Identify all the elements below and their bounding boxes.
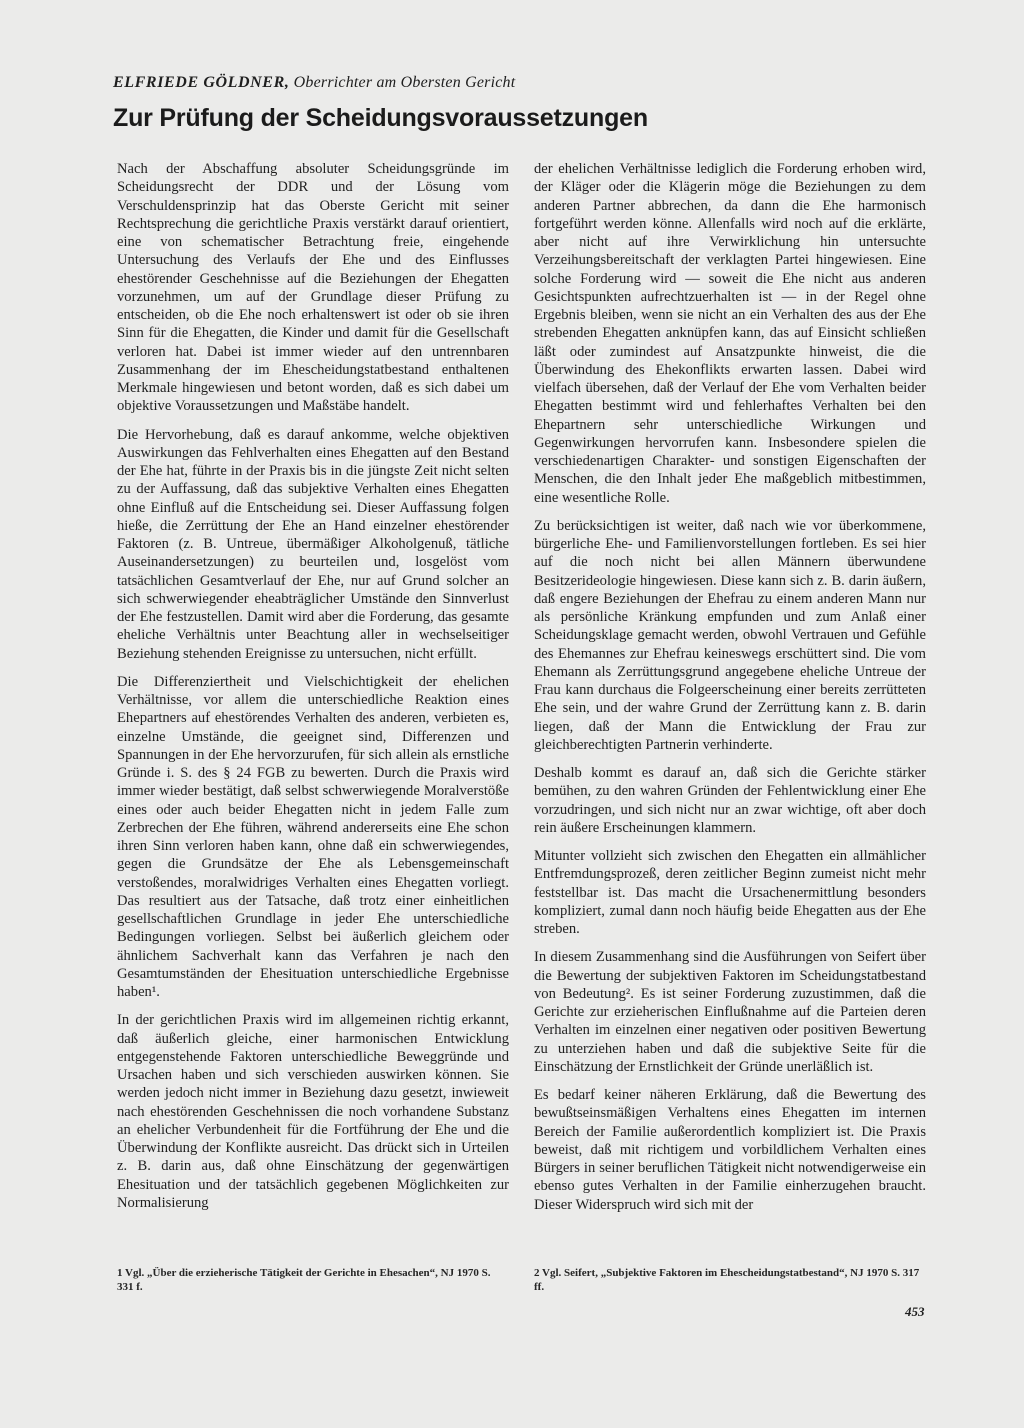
footnote-1: 1 Vgl. „Über die erzieherische Tätigkeit der Gerichte in Ehesachen“, NJ 1970 S. 331 f.	[117, 1267, 491, 1293]
page-number: 453	[905, 1304, 925, 1319]
paragraph: Die Differenziertheit und Vielschichtigkeit der ehelichen Verhältnisse, vor allem die unterschiedliche Reaktion eines Ehepartners auf ehestörendes Verhalten des anderen, verbieten es, einzelne Umstände, die geeignet sind, Differenzen und Spannungen in der Ehe hervorzurufen, für sich allein als ernstliche Gründe i. S. des § 24 FGB zu bewerten. Durch die Praxis wird immer wieder bestätigt, daß selbst schwerwiegende Moralverstöße eines oder auch beider Ehegatten nicht in jedem Falle zum Zerbrechen der Ehe führen, während andererseits eine Ehe schon ihren Sinn verloren haben kann, ohne daß ein schwerwiegendes, gegen die Grundsätze der Ehe als Lebensgemeinschaft verstoßendes, moralwidriges Verhalten eines Ehegatten vorliegt. Das resultiert aus der Tatsache, daß trotz einer einheitlichen gesellschaftlichen Grundlage in jeder Ehe unterschiedliche Bedingungen vorliegen. Selbst bei äußerlich gleichem oder ähnlichem Sachverhalt kann das Verfahren je nach den Gesamtumständen der Ehesituation unterschiedliche Ergebnisse haben¹.	[117, 673, 509, 1000]
paragraph: Es bedarf keiner näheren Erklärung, daß die Bewertung des bewußtseinsmäßigen Verhaltens eines Ehegatten im internen Bereich der Familie außerordentlich kompliziert ist. Die Praxis beweist, daß mit richtigem und vorbildlichem Verhalten eines Bürgers in seiner beruflichen Tätigkeit nicht notwendigerweise ein ebenso gutes Verhalten in der Familie einherzugehen braucht. Dieser Widerspruch wird sich mit der	[534, 1087, 926, 1213]
right-column	[534, 160, 926, 1224]
paragraph: der ehelichen Verhältnisse lediglich die Forderung erhoben wird, der Kläger oder die Klägerin möge die Beziehungen zu dem anderen Partner abbrechen, da dann die Ehe harmonisch fortgeführt werden könne. Allenfalls wird noch auf die erklärte, aber nicht auf ihre Verwirklichung hin untersuchte Verzeihungsbereitschaft der verklagten Partei hingewiesen. Eine solche Forderung wird — soweit die Ehe nicht aus anderen Gesichtspunkten aufrechtzuerhalten ist — in der Regel ohne Ergebnis bleiben, wenn sie nicht an ein Verhalten des aus der Ehe strebenden Ehegatten anknüpfen kann, das auf Einsicht schließen läßt oder zumindest auf Ansatzpunkte hinweist, die die Überwindung des Ehekonflikts erwarten lassen. Dabei wird vielfach übersehen, daß der Verlauf der Ehe vom Verhalten beider Ehegatten bestimmt wird und fehlerhaftes Verhalten bei den Ehepartnern sehr unterschiedliche Wirkungen und Gegenwirkungen hervorrufen kann. Insbesondere spielen die verschiedenartigen Charakter- und sonstigen Eigenschaften der Menschen, die den Inhalt jeder Ehe maßgeblich mitbestimmen, eine wesentliche Rolle.	[534, 161, 926, 506]
author-role: Oberrichter am Obersten Gericht	[293, 74, 516, 91]
paragraph: Die Hervorhebung, daß es darauf ankomme, welche objektiven Auswirkungen das Fehlverhalten eines Ehegatten auf den Bestand der Ehe hat, führte in der Praxis bis in die jüngste Zeit nicht selten zu der Auffassung, daß das subjektive Verhalten eines Ehegatten ohne Einfluß auf die Entscheidung sei. Dieser Auffassung folgen hieße, die Zerrüttung der Ehe an Hand einzelner ehestörender Faktoren (z. B. Untreue, übermäßiger Alkoholgenuß, tätliche Auseinandersetzungen) zu beurteilen und, losgelöst vom tatsächlichen Gesamtverlauf der Ehe, nur auf Grund solcher an sich schwerwiegender eheabträglicher Umstände den Sinnverlust der Ehe festzustellen. Damit wird aber die Forderung, das gesamte eheliche Verhältnis unter Beachtung aller in wechselseitiger Beziehung stehenden Ereignisse zu untersuchen, nicht erfüllt.	[117, 426, 509, 662]
paragraph: In diesem Zusammenhang sind die Ausführungen von Seifert über die Bewertung der subjektiven Faktoren im Scheidungstatbestand von Bedeutung². Es ist seiner Forderung zuzustimmen, daß die Gerichte zur erzieherischen Einflußnahme auf die Parteien deren Verhalten im einzelnen einer negativen oder positiven Bewertung zu unterziehen haben und daß die subjektive Seite für die Einschätzung der Ernstlichkeit der Gründe unerläßlich ist.	[534, 949, 926, 1075]
paragraph: Zu berücksichtigen ist weiter, daß nach wie vor überkommene, bürgerliche Ehe- und Familienvorstellungen fortleben. Es sei hier auf die noch nicht bei allen Männern überwundene Besitzerideologie hingewiesen. Diese kann sich z. B. darin äußern, daß engere Beziehungen der Ehefrau zu einem anderen Mann nur als persönliche Kränkung empfunden und zum Anlaß einer Scheidungsklage gemacht werden, obwohl Vertrauen und Gefühle des Ehemannes zur Ehefrau keineswegs erschüttert sind. Die vom Ehemann als Zerrüttungsgrund angegebene eheliche Untreue der Frau kann durchaus die Folgeerscheinung einer bereits zerrütteten Ehe sein, und der wahre Grund der Zerrüttung kann z. B. darin liegen, daß der Mann die Entwicklung der Frau zur gleichberechtigten Partnerin verhinderte.	[534, 517, 926, 753]
paragraph: Mitunter vollzieht sich zwischen den Ehegatten ein allmählicher Entfremdungsprozeß, deren zeitlicher Beginn zumeist nicht mehr feststellbar ist. Das macht die Ursachenermittlung besonders kompliziert, zumal dann noch häufig beide Ehegatten aus der Ehe streben.	[534, 848, 926, 937]
article-title: Zur Prüfung der Scheidungsvoraussetzungen	[113, 104, 648, 132]
paragraph: In der gerichtlichen Praxis wird im allgemeinen richtig erkannt, daß äußerlich gleiche, einer harmonischen Entwicklung entgegenstehende Faktoren unterschiedliche Beweggründe und Ursachen haben und sich verschieden auswirken können. Sie werden jedoch nicht immer in Beziehung dazu gesetzt, inwieweit nach ehestörenden Geschehnissen die noch vorhandene Substanz an ehelicher Verbundenheit für die Fortführung der Ehe und die Überwindung der Konflikte ausreicht. Das drückt sich in Urteilen z. B. darin aus, daß ohne Einschätzung der gegenwärtigen Ehesituation und der tatsächlich gegebenen Möglichkeiten zur Normalisierung	[117, 1012, 509, 1211]
paragraph: Deshalb kommt es darauf an, daß sich die Gerichte stärker bemühen, zu den wahren Gründen der Fehlentwicklung einer Ehe vorzudringen, und sich nicht nur an zwar wichtige, oft aber doch rein äußere Erscheinungen klammern.	[534, 765, 926, 836]
author-name: ELFRIEDE GÖLDNER,	[113, 74, 290, 91]
paragraph: Nach der Abschaffung absoluter Scheidungsgründe im Scheidungsrecht der DDR und der Lösung vom Verschuldensprinzip hat das Oberste Gericht mit seiner Rechtsprechung die gerichtliche Praxis verstärkt darauf orientiert, eine von schematischer Betrachtung freie, eingehende Untersuchung des Verlaufs der Ehe und des Einflusses ehestörender Geschehnisse auf die Beziehungen der Ehegatten vorzunehmen, um auf der Grundlage dieser Prüfung zu entscheiden, ob die Ehe noch erhaltenswert ist oder ob sie ihren Sinn für die Ehegatten, die Kinder und damit für die Gesellschaft verloren hat. Dabei ist immer wieder auf den untrennbaren Zusammenhang der im Ehescheidungstatbestand enthaltenen Merkmale hingewiesen und betont worden, daß es sich dabei um objektive Voraussetzungen und Maßstäbe handelt.	[117, 161, 509, 415]
author-line	[113, 74, 913, 92]
left-column	[117, 160, 509, 1222]
footnote-2: 2 Vgl. Seifert, „Subjektive Faktoren im Ehescheidungstatbestand“, NJ 1970 S. 317 ff.	[534, 1267, 920, 1293]
